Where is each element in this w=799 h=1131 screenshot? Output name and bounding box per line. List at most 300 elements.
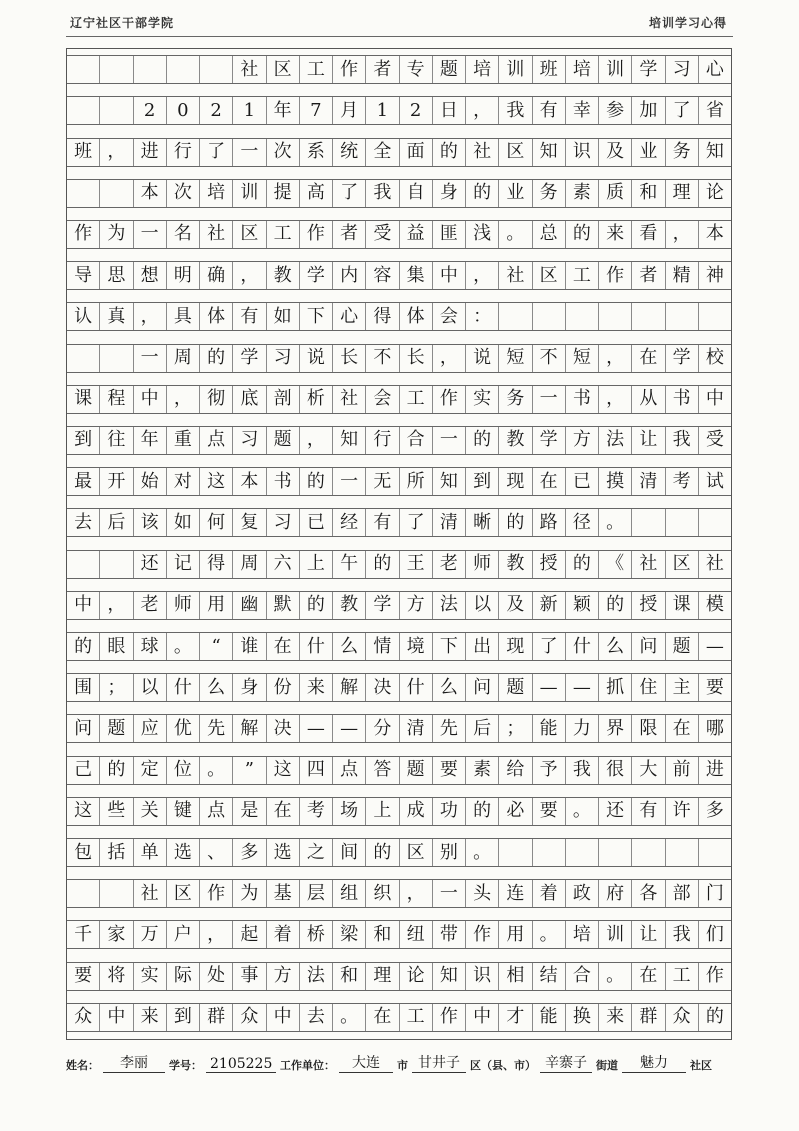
grid-cell: 最 [67,468,100,495]
header-left-title: 辽宁社区干部学院 [70,16,175,30]
grid-cell: 中 [705,388,724,410]
grid-line [67,632,731,661]
grid-cell: 在 [533,468,566,495]
grid-cell: 后 [100,509,133,536]
grid-cell: 考 [666,468,699,495]
grid-cell [499,303,532,330]
grid-cell: 己 [67,757,100,784]
grid-cell: 提 [267,180,300,207]
grid-cell: 作 [67,221,100,248]
grid-cell: 包 [67,839,100,866]
grid-cell: 师 [167,592,200,619]
subdistrict-value: 辛寨子 [540,1052,592,1073]
grid-cell: 门 [705,882,724,904]
grid-cell: 来 [300,674,333,701]
grid-cell: 幽 [233,592,266,619]
grid-cell: 位 [167,757,200,784]
grid-line [67,756,731,785]
grid-cell: 不 [366,345,399,372]
grid-cell: 下 [433,633,466,660]
grid-cell: 现 [499,633,532,660]
grid-cell: 高 [300,180,333,207]
grid-cell: 要 [705,676,724,698]
grid-cell: 来 [599,221,632,248]
grid-cell: 四 [300,757,333,784]
grid-cell [67,551,100,578]
grid-cell: 作 [300,221,333,248]
grid-cell: 摸 [599,468,632,495]
grid-cell: 工 [267,221,300,248]
grid-cell: 剖 [267,386,300,413]
grid-cell: 一 [233,139,266,166]
grid-cell: 本 [233,468,266,495]
grid-cell: 我 [666,921,699,948]
grid-cell: ， [433,345,466,372]
grid-cell: 短 [566,345,599,372]
grid-cell: 了 [333,180,366,207]
grid-cell: 务 [533,180,566,207]
grid-cell: 为 [233,880,266,907]
grid-line [67,138,731,167]
grid-cell: 换 [566,1004,599,1031]
grid-cell: 主 [666,674,699,701]
grid-line [67,962,731,991]
grid-cell: 出 [466,633,499,660]
grid-cell: 住 [632,674,665,701]
grid-cell: ： [466,303,499,330]
grid-cell: 全 [366,139,399,166]
grid-line [67,797,731,826]
grid-cell: 千 [67,921,100,948]
grid-cell: 解 [333,674,366,701]
grid-cell: 社 [632,551,665,578]
grid-cell: 我 [666,427,699,454]
grid-cell: 培 [466,56,499,83]
grid-cell: 能 [533,1004,566,1031]
grid-cell: 事 [233,963,266,990]
grid-cell [533,839,566,866]
grid-cell: 训 [599,56,632,83]
grid-cell: 的 [466,180,499,207]
grid-cell: 路 [533,509,566,536]
grid-cell: 要 [433,757,466,784]
grid-cell: 作 [433,1004,466,1031]
grid-cell: 工 [666,963,699,990]
grid-cell: 么 [433,674,466,701]
grid-cell: 在 [267,798,300,825]
grid-cell: 新 [533,592,566,619]
grid-cell: 么 [599,633,632,660]
grid-cell: 进 [134,139,167,166]
grid-cell: 面 [400,139,433,166]
grid-cell: 习 [267,509,300,536]
grid-cell: 在 [666,715,699,742]
grid-cell: 以 [134,674,167,701]
grid-cell: 容 [366,262,399,289]
grid-cell: 以 [466,592,499,619]
grid-cell: 质 [599,180,632,207]
grid-cell: 受 [366,221,399,248]
grid-cell: 晰 [466,509,499,536]
grid-cell: 区 [267,56,300,83]
grid-cell: 题 [433,56,466,83]
grid-cell: 说 [300,345,333,372]
grid-cell: 会 [366,386,399,413]
grid-cell: 学 [300,262,333,289]
grid-cell: 的 [599,592,632,619]
grid-cell: 我 [366,180,399,207]
grid-cell: 如 [167,509,200,536]
grid-line [67,302,731,331]
grid-line [67,714,731,743]
grid-cell: 模 [705,594,724,616]
grid-cell: 有 [233,303,266,330]
grid-cell: 班 [533,56,566,83]
grid-cell: 众 [67,1004,100,1031]
grid-line [67,879,731,908]
grid-cell: 题 [666,633,699,660]
grid-cell: 众 [666,1004,699,1031]
grid-cell: 培 [566,921,599,948]
grid-cell: 让 [632,427,665,454]
grid-cell: 。 [499,221,532,248]
grid-cell: 作 [333,56,366,83]
grid-cell: 间 [333,839,366,866]
grid-cell: 试 [705,470,724,492]
grid-cell: — [533,674,566,701]
city-value: 大连 [339,1052,393,1073]
grid-cell: 点 [333,757,366,784]
grid-line [67,673,731,702]
grid-cell: 已 [300,509,333,536]
grid-cell: 场 [333,798,366,825]
grid-cell: 学 [533,427,566,454]
grid-cell: 是 [233,798,266,825]
grid-cell: 要 [67,963,100,990]
grid-cell [67,180,100,207]
grid-cell: 《 [599,551,632,578]
grid-cell: 程 [100,386,133,413]
grid-line [67,550,731,579]
grid-cell: 一 [433,427,466,454]
grid-cell [100,56,133,83]
grid-cell: 合 [566,963,599,990]
grid-cell: 作 [466,921,499,948]
grid-cell: 限 [632,715,665,742]
header-right-title: 培训学习心得 [648,16,727,30]
grid-cell: 的 [705,1006,724,1028]
grid-cell: 会 [433,303,466,330]
grid-cell: 用 [499,921,532,948]
grid-cell: ， [466,262,499,289]
grid-cell: 织 [366,880,399,907]
grid-cell: 有 [533,97,566,124]
grid-cell: 次 [167,180,200,207]
grid-cell: 作 [705,965,724,987]
grid-cell: 底 [233,386,266,413]
grid-cell: ； [100,674,133,701]
grid-cell [134,56,167,83]
grid-cell: 作 [433,386,466,413]
grid-cell: 球 [134,633,167,660]
grid-cell: 。 [566,798,599,825]
grid-cell: 给 [499,757,532,784]
grid-cell: 着 [533,880,566,907]
grid-cell: 体 [200,303,233,330]
grid-cell: 、 [200,839,233,866]
grid-line [67,96,731,125]
grid-cell: 政 [566,880,599,907]
grid-cell: 多 [705,800,724,822]
grid-cell [100,345,133,372]
grid-cell: 书 [267,468,300,495]
grid-cell: 1 [366,97,399,124]
grid-cell: 工 [566,262,599,289]
grid-cell: 六 [267,551,300,578]
grid-cell: 问 [67,715,100,742]
grid-cell: ” [233,757,266,784]
grid-cell: 2 [200,97,233,124]
grid-cell: 明 [167,262,200,289]
grid-cell [632,303,665,330]
grid-line [67,508,731,537]
grid-cell: 书 [666,386,699,413]
grid-cell: 得 [200,551,233,578]
grid-cell: 社 [200,221,233,248]
grid-cell [699,839,731,866]
grid-cell: 分 [366,715,399,742]
grid-cell: 无 [366,468,399,495]
grid-cell: ， [466,97,499,124]
grid-cell: 份 [267,674,300,701]
grid-cell: 学 [666,345,699,372]
grid-line [67,344,731,373]
grid-cell: 的 [566,551,599,578]
work-unit-label: 工作单位： [280,1059,335,1072]
grid-line [67,838,731,867]
grid-cell: 清 [632,468,665,495]
grid-cell: 情 [366,633,399,660]
grid-cell [566,303,599,330]
grid-cell [67,56,100,83]
grid-cell: 合 [400,427,433,454]
grid-cell: 下 [300,303,333,330]
grid-cell: 总 [533,221,566,248]
grid-cell: 集 [400,262,433,289]
grid-cell: 一 [333,468,366,495]
grid-cell [533,303,566,330]
grid-cell: 眼 [100,633,133,660]
grid-cell: 了 [533,633,566,660]
grid-cell: 区 [233,221,266,248]
grid-cell: 理 [366,963,399,990]
grid-cell: 还 [599,798,632,825]
grid-cell: 在 [632,345,665,372]
grid-cell: 去 [67,509,100,536]
grid-cell: 来 [599,1004,632,1031]
grid-cell: 梁 [333,921,366,948]
grid-cell: 能 [533,715,566,742]
grid-cell: 0 [167,97,200,124]
grid-cell: 什 [400,674,433,701]
grid-cell: 府 [599,880,632,907]
grid-cell: 法 [599,427,632,454]
grid-cell: 培 [200,180,233,207]
grid-cell [100,97,133,124]
grid-cell: 功 [433,798,466,825]
grid-cell: 问 [466,674,499,701]
grid-cell: 的 [466,427,499,454]
grid-cell: 作 [200,880,233,907]
grid-cell: 区 [666,551,699,578]
grid-cell: 该 [134,509,167,536]
grid-cell: 和 [333,963,366,990]
grid-cell: 方 [566,427,599,454]
grid-cell: 月 [333,97,366,124]
grid-cell: 者 [366,56,399,83]
grid-cell: 书 [566,386,599,413]
grid-cell [632,509,665,536]
grid-line [67,385,731,414]
grid-cell: 在 [632,963,665,990]
grid-cell: 点 [200,798,233,825]
grid-cell: 2 [134,97,167,124]
grid-cell: 单 [134,839,167,866]
grid-cell: 家 [100,921,133,948]
grid-cell [699,303,731,330]
grid-cell: 默 [267,592,300,619]
grid-cell: 工 [400,1004,433,1031]
grid-cell: 群 [632,1004,665,1031]
grid-cell: 始 [134,468,167,495]
grid-cell: 自 [400,180,433,207]
grid-cell: 中 [267,1004,300,1031]
grid-cell: 说 [466,345,499,372]
grid-cell: 习 [233,427,266,454]
grid-cell: 省 [705,99,724,121]
grid-cell: 习 [267,345,300,372]
grid-cell: 授 [632,592,665,619]
grid-cell: 业 [499,180,532,207]
grid-cell: 身 [433,180,466,207]
grid-cell: 为 [100,221,133,248]
grid-cell: 的 [466,798,499,825]
grid-cell: 周 [167,345,200,372]
grid-cell: 课 [666,592,699,619]
grid-cell: 老 [134,592,167,619]
grid-cell: 理 [666,180,699,207]
grid-cell: 统 [333,139,366,166]
grid-line [67,920,731,949]
grid-cell: 名 [167,221,200,248]
grid-cell [67,97,100,124]
grid-cell: 的 [200,345,233,372]
grid-cell: 素 [566,180,599,207]
grid-cell: 加 [632,97,665,124]
grid-cell: 一 [433,880,466,907]
grid-cell: 先 [200,715,233,742]
grid-cell: 析 [300,386,333,413]
grid-cell: 大 [632,757,665,784]
grid-cell: 方 [267,963,300,990]
grid-cell: 决 [267,715,300,742]
grid-cell: 师 [466,551,499,578]
grid-cell: 的 [499,509,532,536]
grid-cell: 进 [705,759,724,781]
community-suffix: 社区 [690,1059,712,1072]
grid-cell: 中 [466,1004,499,1031]
grid-cell: 。 [167,633,200,660]
grid-cell: — [300,715,333,742]
grid-cell: 还 [134,551,167,578]
grid-cell: 系 [300,139,333,166]
grid-cell: 方 [400,592,433,619]
grid-cell: 周 [233,551,266,578]
grid-cell: 。 [599,963,632,990]
grid-cell: 工 [300,56,333,83]
grid-cell: 界 [599,715,632,742]
grid-cell: 基 [267,880,300,907]
grid-cell: 去 [300,1004,333,1031]
grid-cell: 何 [200,509,233,536]
grid-cell: 力 [566,715,599,742]
grid-cell: 颖 [566,592,599,619]
grid-cell: 和 [632,180,665,207]
grid-cell: 么 [200,674,233,701]
grid-cell: 学 [233,345,266,372]
grid-cell: 开 [100,468,133,495]
grid-cell: 多 [233,839,266,866]
grid-cell: 一 [134,345,167,372]
grid-cell: 桥 [300,921,333,948]
grid-cell: 什 [167,674,200,701]
grid-cell: 。 [533,921,566,948]
grid-cell: 在 [267,633,300,660]
grid-line [67,55,731,84]
grid-cell: 年 [267,97,300,124]
grid-cell: 精 [666,262,699,289]
grid-cell: 优 [167,715,200,742]
grid-cell: 知 [433,468,466,495]
grid-cell: 应 [134,715,167,742]
writing-grid [66,48,732,1040]
grid-cell: ， [599,386,632,413]
grid-cell: 次 [267,139,300,166]
grid-line [67,467,731,496]
grid-cell: 我 [499,97,532,124]
grid-cell: 点 [200,427,233,454]
grid-cell: 授 [533,551,566,578]
grid-cell: 许 [666,798,699,825]
grid-cell: 教 [499,427,532,454]
grid-cell: 括 [100,839,133,866]
grid-cell: 么 [333,633,366,660]
grid-cell: 用 [200,592,233,619]
grid-cell [599,303,632,330]
grid-cell: 这 [267,757,300,784]
grid-cell: 长 [333,345,366,372]
grid-cell: 中 [67,592,100,619]
grid-cell: 层 [300,880,333,907]
grid-cell: 众 [233,1004,266,1031]
grid-cell: 及 [499,592,532,619]
grid-cell: ， [200,921,233,948]
grid-cell: 上 [366,798,399,825]
student-id-label: 学号： [169,1059,202,1072]
grid-cell: 及 [599,139,632,166]
grid-cell: 的 [67,633,100,660]
grid-cell [100,180,133,207]
